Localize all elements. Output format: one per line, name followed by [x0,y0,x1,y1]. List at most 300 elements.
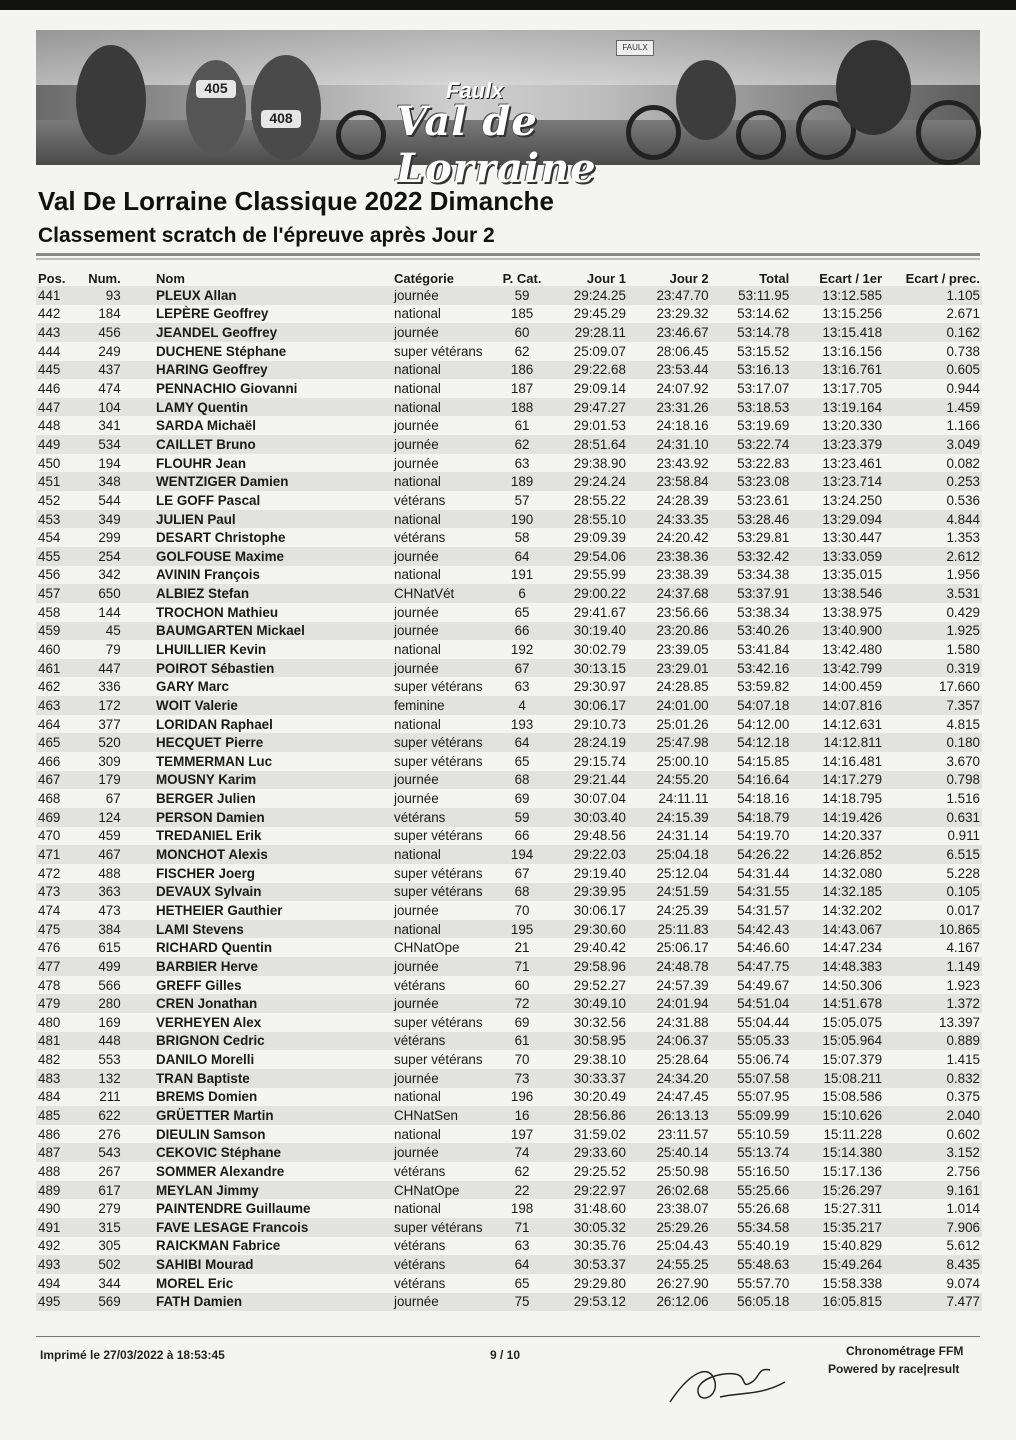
cell-ecart-1er: 14:50.306 [822,977,883,993]
cell-categorie: national [394,1089,441,1105]
table-row [36,901,982,920]
cell-jour1: 29:28.11 [543,323,626,342]
cell-categorie: journée [394,902,439,918]
cell-ecart-1er: 13:16.156 [822,343,883,359]
cell-spacer [121,976,156,995]
cell-jour1: 30:19.40 [543,622,626,641]
cell-jour1: 29:33.60 [543,1143,626,1162]
cell-spacer [121,454,156,473]
col-header-total: Total [759,271,790,286]
cell-spacer [121,1162,156,1181]
cell-ecart-prec: 0.605 [882,361,982,380]
cell-categorie: national [394,510,501,529]
cell-nom: POIROT Sébastien [156,659,394,678]
cell-jour2: 24:55.25 [626,1255,709,1274]
table-row [36,827,982,846]
cell-nom: PAINTENDRE Guillaume [156,1201,311,1217]
cell-pcat: 67 [501,659,543,678]
cell-categorie: journée [394,1293,501,1312]
cell-nom: HARING Geoffrey [156,361,394,380]
cell-jour2: 24:15.39 [626,808,709,827]
cell-categorie: journée [394,1069,501,1088]
cell-pcat: 63 [514,679,530,695]
rider-silhouette [76,45,146,155]
cell-ecart-prec: 5.228 [946,865,980,881]
cell-nom: LEPÈRE Geoffrey [156,306,269,322]
cell-pcat: 190 [501,510,543,529]
cell-num: 502 [84,1255,120,1274]
cell-nom: FAVE LESAGE Francois [156,1218,394,1237]
cell-jour1: 29:45.29 [573,306,626,322]
cell-pcat: 66 [514,828,530,844]
table-row [36,528,982,547]
cell-pos: 477 [36,957,84,976]
cell-total: 55:07.95 [737,1089,790,1105]
cell-spacer [121,827,156,846]
cell-pcat: 6 [501,584,543,603]
cell-ecart-1er: 15:11.228 [823,1126,883,1142]
cell-total: 55:05.33 [709,1032,790,1051]
cell-jour1: 28:51.64 [543,435,626,454]
cell-pcat: 74 [501,1143,543,1162]
cell-num: 267 [98,1163,121,1179]
cell-num: 349 [84,510,120,529]
table-row [36,883,982,902]
cell-jour1: 29:21.44 [543,771,626,790]
cell-ecart-1er: 13:12.585 [789,286,882,305]
cell-num: 456 [84,323,120,342]
cell-nom: PLEUX Allan [156,286,394,305]
cell-spacer [121,491,156,510]
cell-num: 67 [105,791,121,807]
cell-spacer [121,286,156,305]
cell-num: 93 [84,286,120,305]
cell-ecart-prec: 10.865 [882,920,982,939]
cell-ecart-1er: 15:14.380 [789,1143,882,1162]
cell-num: 104 [84,398,120,417]
cell-ecart-1er: 13:30.447 [822,530,883,546]
cell-pos: 488 [38,1163,61,1179]
cell-categorie: vétérans [394,1032,501,1051]
table-row [36,566,982,585]
cell-num: 169 [98,1014,121,1030]
cell-categorie: journée [394,435,501,454]
cell-jour1: 29:55.99 [573,567,626,583]
cell-categorie: journée [394,418,439,434]
cell-spacer [121,864,156,883]
cell-ecart-1er: 14:32.080 [822,865,883,881]
cell-pcat: 63 [514,1238,530,1254]
col-header-ecart-1er: Ecart / 1er [819,271,883,286]
cell-categorie: vétérans [394,492,446,508]
cell-jour2: 24:20.42 [656,530,709,546]
cell-ecart-prec: 1.580 [946,641,980,657]
cell-jour2: 23:38.39 [656,567,709,583]
cell-jour2: 25:04.43 [656,1238,709,1254]
cell-spacer [121,1274,156,1293]
cell-ecart-1er: 13:38.546 [789,584,882,603]
cell-ecart-1er: 13:38.975 [822,604,883,620]
table-row [36,789,982,808]
cell-ecart-prec: 9.074 [946,1275,980,1291]
cell-nom: MEYLAN Jimmy [156,1181,394,1200]
cell-num: 569 [84,1293,120,1312]
cell-categorie: journée [394,771,501,790]
cell-pos: 470 [38,828,61,844]
cell-nom: DEVAUX Sylvain [156,883,394,902]
cell-nom: BARBIER Herve [156,957,394,976]
cell-pcat: 68 [501,883,543,902]
cell-categorie: CHNatOpe [394,1181,501,1200]
table-row [36,1255,982,1274]
cell-ecart-prec: 2.040 [882,1106,982,1125]
cell-num: 79 [105,641,121,657]
cell-pos: 448 [38,418,61,434]
cell-pcat: 70 [514,902,530,918]
cell-jour1: 30:03.40 [543,808,626,827]
cell-ecart-prec: 7.357 [882,696,982,715]
cell-nom: GRÜETTER Martin [156,1106,394,1125]
cell-total: 55:07.58 [709,1069,790,1088]
cell-pcat: 60 [501,323,543,342]
table-row [36,323,982,342]
cell-categorie: super vétérans [394,1052,483,1068]
cell-jour2: 24:07.92 [656,381,709,397]
cell-nom: TEMMERMAN Luc [156,753,273,769]
cell-spacer [121,622,156,641]
cell-jour1: 29:41.67 [573,604,626,620]
cell-total: 54:31.44 [737,865,790,881]
table-row [36,1013,982,1032]
cell-pos: 462 [38,679,61,695]
cell-categorie: journée [394,622,501,641]
col-header-jour2: Jour 2 [669,271,709,286]
motorbike-wheel [336,110,386,160]
cell-jour1: 30:20.49 [573,1089,626,1105]
cell-spacer [121,1218,156,1237]
cell-ecart-1er: 13:15.256 [822,306,883,322]
cell-spacer [121,416,156,435]
cell-num: 520 [84,733,120,752]
cell-num: 254 [84,547,120,566]
cell-categorie: vétérans [394,530,446,546]
cell-jour1: 29:19.40 [573,865,626,881]
cell-nom: LAMY Quentin [156,398,394,417]
cell-total: 53:17.07 [737,381,790,397]
cell-jour1: 28:55.22 [573,492,626,508]
cell-pcat: 64 [501,1255,543,1274]
cell-pos: 493 [36,1255,84,1274]
cell-jour1: 29:47.27 [543,398,626,417]
table-row [36,1274,982,1293]
cell-jour2: 23:39.05 [656,641,709,657]
table-row [36,1162,982,1181]
cell-total: 55:13.74 [709,1143,790,1162]
cell-total: 53:29.81 [737,530,790,546]
table-row [36,1125,982,1144]
cell-spacer [121,603,156,622]
table-row [36,659,982,678]
cell-categorie: vétérans [394,1163,446,1179]
cell-jour1: 30:35.76 [573,1238,626,1254]
cell-nom: TRAN Baptiste [156,1069,394,1088]
cell-num: 544 [98,492,121,508]
cell-ecart-prec: 17.660 [939,679,980,695]
cell-nom: FLOUHR Jean [156,455,247,471]
cell-total: 53:37.91 [709,584,790,603]
cell-total: 54:15.85 [737,753,790,769]
cell-num: 467 [84,845,120,864]
cell-jour2: 25:29.26 [626,1218,709,1237]
cell-ecart-1er: 13:15.418 [789,323,882,342]
cell-jour1: 29:15.74 [573,753,626,769]
table-row [36,752,982,771]
cell-ecart-prec: 4.815 [946,716,980,732]
banner-logo: Val de Lorraine [396,98,597,192]
cell-spacer [121,1199,156,1218]
table-row [36,640,982,659]
cell-spacer [121,1237,156,1256]
cell-ecart-1er: 15:10.626 [789,1106,882,1125]
cell-ecart-1er: 13:19.164 [789,398,882,417]
cell-pos: 484 [38,1089,61,1105]
cell-jour1: 29:22.68 [543,361,626,380]
cell-jour1: 29:54.06 [543,547,626,566]
cell-pos: 491 [36,1218,84,1237]
cell-pos: 454 [38,530,61,546]
cell-pos: 469 [36,808,84,827]
cell-total: 54:31.55 [709,883,790,902]
cell-num: 448 [84,1032,120,1051]
cell-ecart-prec: 0.017 [946,902,980,918]
cell-nom: SOMMER Alexandre [156,1163,285,1179]
col-header-ecart-prec: Ecart / prec. [905,271,980,286]
cell-categorie: national [394,1126,441,1142]
cell-categorie: super vétérans [394,865,483,881]
cell-ecart-prec: 0.832 [882,1069,982,1088]
cell-nom: SARDA Michaël [156,418,256,434]
cell-total: 53:15.52 [737,343,790,359]
table-row [36,733,982,752]
cell-ecart-prec: 1.372 [882,994,982,1013]
cell-pcat: 64 [501,733,543,752]
table-row [36,305,982,324]
cell-categorie: vétérans [394,808,501,827]
cell-ecart-1er: 14:07.816 [789,696,882,715]
cell-ecart-prec: 7.477 [882,1293,982,1312]
table-row [36,416,982,435]
col-header-nom: Nom [156,271,185,286]
cell-pcat: 61 [514,418,530,434]
cell-num: 474 [98,381,121,397]
cell-pcat: 59 [501,286,543,305]
cell-nom: MOREL Eric [156,1275,234,1291]
cell-jour1: 29:10.73 [573,716,626,732]
table-row [36,1106,982,1125]
cell-nom: SAHIBI Mourad [156,1255,394,1274]
cell-categorie: super vétérans [394,1218,501,1237]
cell-pcat: 195 [501,920,543,939]
table-row [36,286,982,305]
cell-pos: 446 [38,381,61,397]
cell-pcat: 69 [514,791,530,807]
cell-spacer [121,435,156,454]
cell-jour1: 30:58.95 [543,1032,626,1051]
cell-total: 54:31.57 [737,902,790,918]
cell-jour2: 24:57.39 [656,977,709,993]
cell-total: 53:18.53 [709,398,790,417]
cell-nom: PENNACHIO Giovanni [156,381,298,397]
cell-categorie: super vétérans [394,1014,483,1030]
cell-pos: 494 [38,1275,61,1291]
cell-pcat: 185 [510,306,534,322]
cell-ecart-prec: 9.161 [882,1181,982,1200]
table-row [36,864,982,883]
cell-nom: CAILLET Bruno [156,435,394,454]
cell-num: 45 [84,622,120,641]
cell-num: 553 [98,1052,121,1068]
cell-jour1: 29:38.10 [573,1052,626,1068]
cell-total: 55:40.19 [737,1238,790,1254]
cell-nom: TROCHON Mathieu [156,604,278,620]
cell-total: 54:19.70 [737,828,790,844]
cell-spacer [121,752,156,771]
cell-ecart-1er: 15:49.264 [789,1255,882,1274]
cell-pos: 450 [38,455,61,471]
cell-ecart-prec: 7.906 [882,1218,982,1237]
cell-jour1: 29:00.22 [543,584,626,603]
cell-ecart-prec: 0.429 [946,604,980,620]
cell-jour2: 25:28.64 [656,1052,709,1068]
cell-total: 53:14.78 [709,323,790,342]
table-row [36,1050,982,1069]
cell-jour2: 25:00.10 [656,753,709,769]
cell-total: 55:10.59 [737,1126,790,1142]
cell-spacer [121,845,156,864]
cell-jour2: 24:31.14 [656,828,709,844]
cell-ecart-prec: 1.014 [946,1201,980,1217]
cell-num: 211 [99,1089,121,1105]
cell-jour2: 23:43.92 [656,455,709,471]
cell-ecart-prec: 3.531 [882,584,982,603]
cell-spacer [121,305,156,324]
cell-pcat: 21 [514,940,530,956]
cell-pcat: 73 [501,1069,543,1088]
cell-ecart-1er: 13:20.330 [822,418,883,434]
cell-pos: 495 [36,1293,84,1312]
cell-total: 54:07.18 [709,696,790,715]
cell-jour2: 23:29.32 [656,306,709,322]
cell-categorie: journée [394,323,501,342]
table-row [36,584,982,603]
table-row [36,938,982,957]
cell-nom: LE GOFF Pascal [156,492,261,508]
table-row [36,547,982,566]
cell-ecart-1er: 15:17.136 [822,1163,883,1179]
page-title: Val De Lorraine Classique 2022 Dimanche [38,186,554,216]
cell-pos: 456 [38,567,61,583]
cell-total: 54:12.00 [737,716,790,732]
cell-ecart-prec: 3.670 [946,753,980,769]
cell-pcat: 194 [501,845,543,864]
table-row [36,920,982,939]
cell-pos: 461 [36,659,84,678]
cell-total: 53:42.16 [709,659,790,678]
cell-ecart-prec: 0.798 [882,771,982,790]
header-banner-image [36,30,980,192]
cell-ecart-1er: 15:05.075 [822,1014,883,1030]
cell-pcat: 60 [514,977,530,993]
cell-categorie: vétérans [394,1275,446,1291]
cell-jour2: 23:11.57 [657,1126,709,1142]
table-row [36,1032,982,1051]
cell-num: 543 [84,1143,120,1162]
cell-jour2: 24:31.10 [626,435,709,454]
cell-jour2: 26:13.13 [626,1106,709,1125]
cell-ecart-1er: 13:42.799 [789,659,882,678]
cell-nom: AVININ François [156,567,260,583]
cell-ecart-1er: 13:23.379 [789,435,882,454]
cell-num: 249 [98,343,121,359]
cell-pcat: 65 [514,604,530,620]
cell-ecart-prec: 0.082 [946,455,980,471]
cell-num: 124 [84,808,120,827]
cell-jour2: 24:31.88 [656,1014,709,1030]
cell-spacer [121,957,156,976]
cell-ecart-1er: 14:47.234 [822,940,883,956]
cell-ecart-prec: 1.459 [882,398,982,417]
table-row [36,677,982,696]
cell-spacer [121,901,156,920]
cell-nom: DUCHENE Stéphane [156,343,287,359]
cell-jour1: 30:05.32 [543,1218,626,1237]
cell-categorie: journée [394,659,501,678]
cell-pos: 481 [36,1032,84,1051]
cell-num: 617 [84,1181,120,1200]
cell-ecart-prec: 0.631 [882,808,982,827]
cell-pos: 466 [38,753,61,769]
cell-jour1: 29:30.97 [573,679,626,695]
cell-jour2: 24:48.78 [626,957,709,976]
cell-categorie: national [394,845,501,864]
cell-num: 336 [98,679,121,695]
cell-num: 488 [98,865,121,881]
table-row [36,1181,982,1200]
cell-pcat: 71 [501,957,543,976]
cell-spacer [121,379,156,398]
cell-ecart-prec: 0.180 [882,733,982,752]
cell-jour2: 25:40.14 [626,1143,709,1162]
cell-nom: FISCHER Joerg [156,865,255,881]
cell-jour1: 29:09.14 [573,381,626,397]
cell-nom: JEANDEL Geoffrey [156,323,394,342]
cell-spacer [121,640,156,659]
cell-ecart-prec: 0.911 [947,828,980,844]
table-row [36,1143,982,1162]
table-row [36,361,982,380]
cell-jour2: 24:47.45 [656,1089,709,1105]
cell-spacer [121,547,156,566]
powered-by: Powered by race|result [828,1362,960,1376]
table-row [36,715,982,734]
cell-num: 172 [84,696,120,715]
cell-ecart-1er: 15:27.311 [823,1201,883,1217]
cell-pos: 468 [38,791,61,807]
cell-pos: 443 [36,323,84,342]
cell-jour2: 24:18.16 [656,418,709,434]
cell-jour1: 29:01.53 [573,418,626,434]
cell-pos: 460 [38,641,61,657]
